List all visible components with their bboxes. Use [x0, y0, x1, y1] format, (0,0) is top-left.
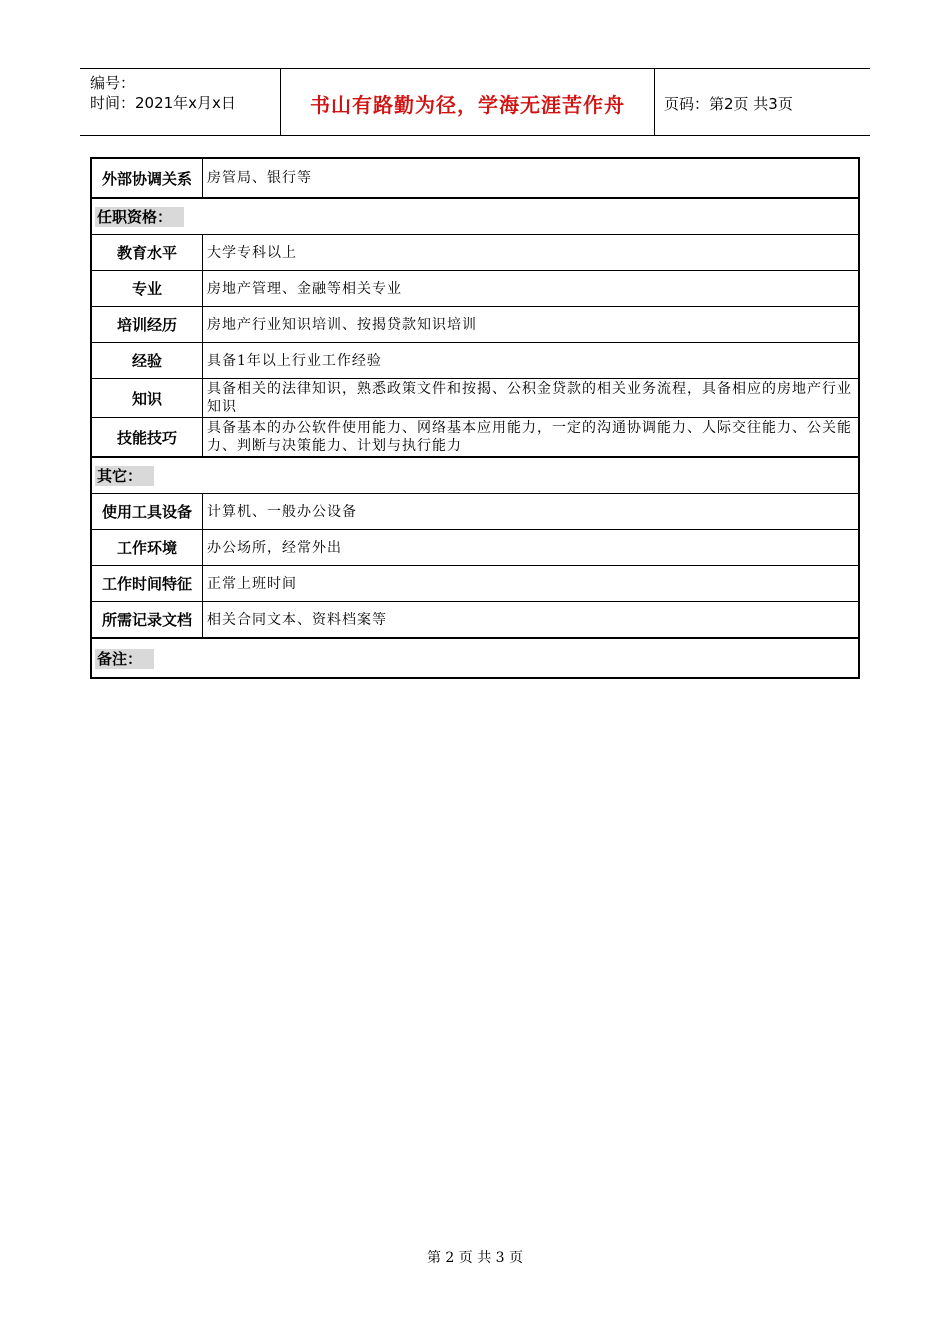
table-row	[91, 158, 859, 198]
table-row	[91, 602, 859, 639]
row-value: 正常上班时间	[203, 566, 860, 602]
row-value: 大学专科以上	[203, 235, 860, 271]
row-value: 计算机、一般办公设备	[203, 494, 860, 530]
section-title: 备注：	[95, 649, 154, 669]
job-spec-table	[90, 157, 860, 679]
row-value: 具备1年以上行业工作经验	[203, 343, 860, 379]
row-value: 房管局、银行等	[203, 158, 860, 198]
row-label: 工作环境	[91, 530, 203, 566]
section-row-qualifications	[91, 198, 859, 235]
header-divider	[654, 69, 655, 135]
row-value: 具备相关的法律知识，熟悉政策文件和按揭、公积金贷款的相关业务流程，具备相应的房地产行业知识	[203, 379, 860, 418]
row-label: 外部协调关系	[91, 158, 203, 198]
row-value: 办公场所，经常外出	[203, 530, 860, 566]
page-footer: 第 2 页 共 3 页	[426, 1250, 524, 1266]
row-value: 房地产管理、金融等相关专业	[203, 271, 860, 307]
document-header	[80, 68, 870, 136]
header-motto: 书山有路勤为径，学海无涯苦作舟	[310, 93, 625, 117]
header-meta	[90, 73, 280, 113]
row-value: 具备基本的办公软件使用能力、网络基本应用能力，一定的沟通协调能力、人际交往能力、公关能力、判断与决策能力、计划与执行能力	[203, 418, 860, 458]
row-value: 相关合同文本、资料档案等	[203, 602, 860, 639]
row-label: 经验	[91, 343, 203, 379]
table-row	[91, 379, 859, 418]
table-row	[91, 494, 859, 530]
row-label: 技能技巧	[91, 418, 203, 458]
row-label: 使用工具设备	[91, 494, 203, 530]
date-line: 时间：2021年x月x日	[90, 94, 236, 112]
section-title: 其它：	[95, 466, 154, 486]
table-row	[91, 530, 859, 566]
row-label: 专业	[91, 271, 203, 307]
table-row	[91, 307, 859, 343]
row-label: 工作时间特征	[91, 566, 203, 602]
table-row	[91, 343, 859, 379]
header-page-info: 页码：第2页 共3页	[664, 95, 793, 113]
table-row	[91, 418, 859, 458]
section-row-other	[91, 457, 859, 494]
number-label: 编号：	[90, 74, 136, 92]
table-row	[91, 235, 859, 271]
table-row	[91, 271, 859, 307]
row-label: 培训经历	[91, 307, 203, 343]
table-row	[91, 566, 859, 602]
section-title: 任职资格：	[95, 207, 184, 227]
row-value: 房地产行业知识培训、按揭贷款知识培训	[203, 307, 860, 343]
row-label: 教育水平	[91, 235, 203, 271]
row-label: 所需记录文档	[91, 602, 203, 639]
row-label: 知识	[91, 379, 203, 418]
section-row-remarks	[91, 638, 859, 678]
